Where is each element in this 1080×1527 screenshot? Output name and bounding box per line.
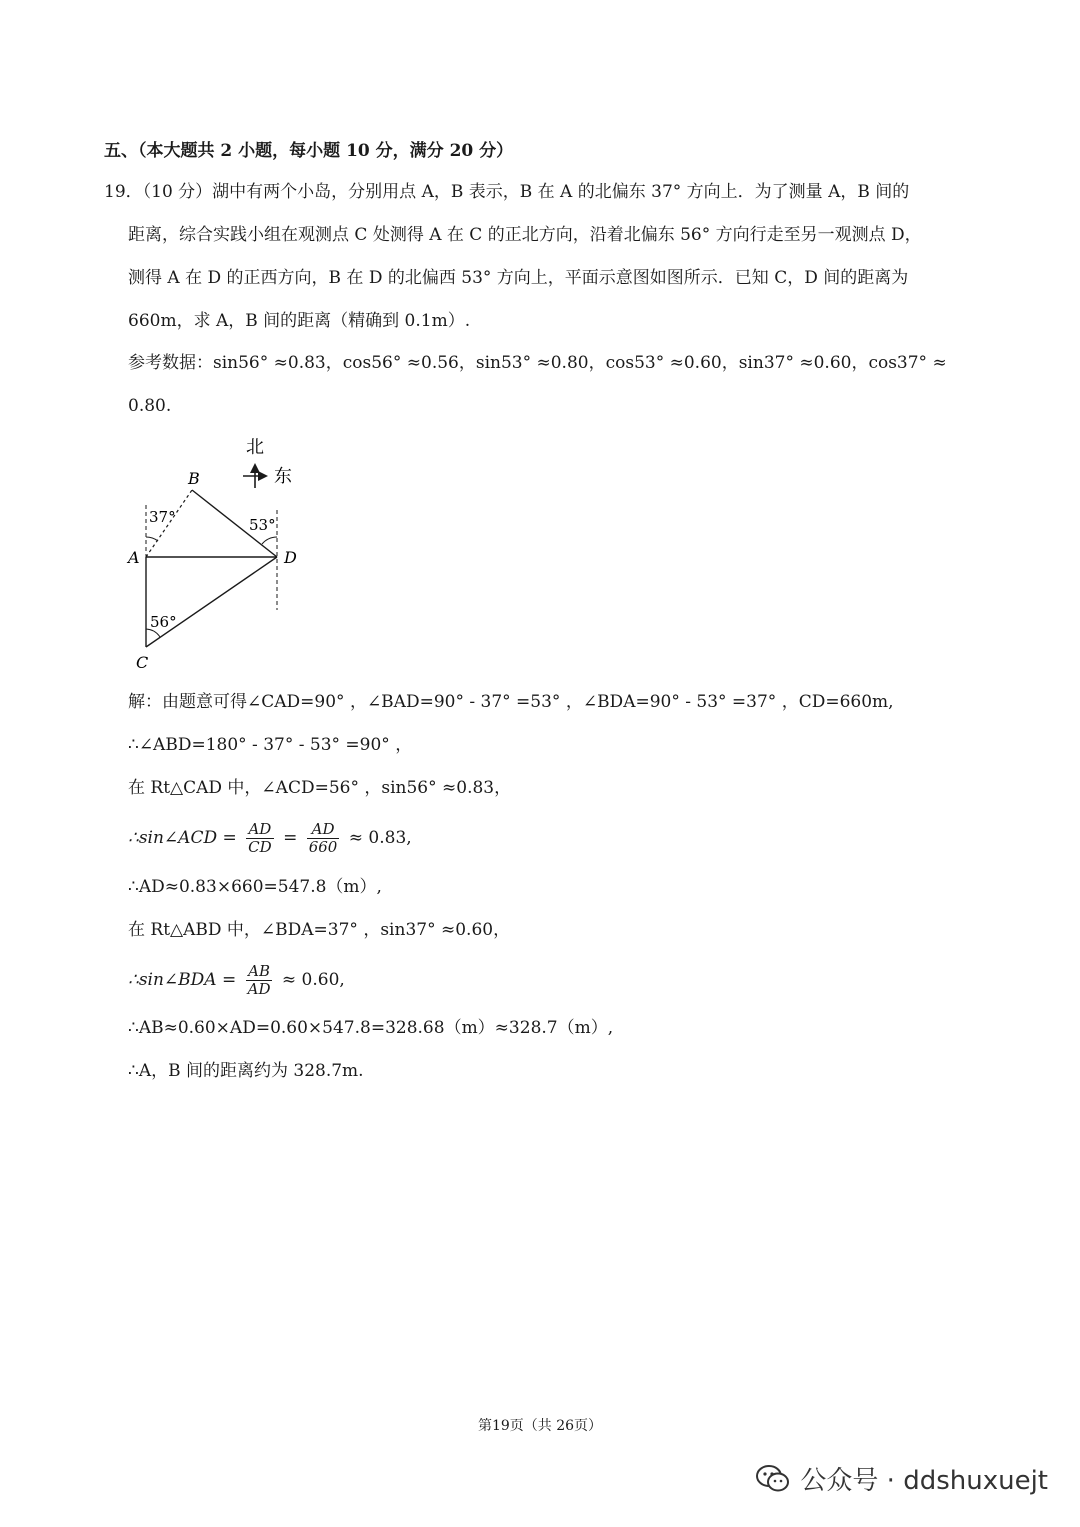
angle-56-label: 56° xyxy=(150,613,177,631)
reference-data-line-1: 参考数据：sin56° ≈0.83，cos56° ≈0.56，sin53° ≈0.80，cos53° ≈0.60，sin37° ≈0.60，cos37° ≈ xyxy=(128,353,947,373)
solution-line-4 xyxy=(128,818,412,858)
fraction-numerator: AD xyxy=(246,821,274,839)
sin-bda-prefix: ∴sin∠BDA = xyxy=(128,970,237,990)
east-label: 东 xyxy=(274,466,292,487)
segment-cd xyxy=(146,557,277,647)
problem-line-2: 距离，综合实践小组在观测点 C 处测得 A 在 C 的正北方向，沿着北偏东 56° 方向行走至另一观测点 D， xyxy=(128,225,922,245)
problem-line-3: 测得 A 在 D 的正西方向，B 在 D 的北偏西 53° 方向上，平面示意图如图所示．已知 C，D 间的距离为 xyxy=(128,268,909,288)
solution-line-7 xyxy=(128,960,345,1000)
north-label: 北 xyxy=(246,437,264,458)
solution-line-1: 解：由题意可得∠CAD=90° ，∠BAD=90° - 37° =53° ，∠BDA=90° - 53° =37° ，CD=660m, xyxy=(128,692,894,712)
approx-value: ≈ 0.83, xyxy=(348,828,412,848)
fraction-denominator: 660 xyxy=(308,838,338,856)
wechat-icon xyxy=(756,1464,790,1494)
angle-53-label: 53° xyxy=(249,516,276,534)
problem-line-1: 19．（10 分）湖中有两个小岛，分别用点 A，B 表示，B 在 A 的北偏东 37° 方向上．为了测量 A，B 间的 xyxy=(104,182,910,202)
point-a-label: A xyxy=(128,548,140,567)
solution-line-5: ∴AD≈0.83×660=547.8（m）, xyxy=(128,877,382,897)
solution-line-8: ∴AB≈0.60×AD=0.60×547.8=328.68（m）≈328.7（m）, xyxy=(128,1018,614,1038)
fraction-numerator: AD xyxy=(307,821,340,839)
angle-37-label: 37° xyxy=(149,508,176,526)
approx-value: ≈ 0.60, xyxy=(281,970,345,990)
sin-acd-prefix: ∴sin∠ACD = xyxy=(128,828,237,848)
solution-line-6: 在 Rt△ABD 中，∠BDA=37° ，sin37° ≈0.60， xyxy=(128,920,511,940)
compass xyxy=(243,437,292,488)
section-heading: 五、（本大题共 2 小题，每小题 10 分，满分 20 分） xyxy=(104,141,514,161)
fraction-denominator: AD xyxy=(247,980,271,998)
problem-line-4: 660m，求 A，B 间的距离（精确到 0.1m）. xyxy=(128,311,471,331)
equals-sign: = xyxy=(283,828,298,848)
fraction-numerator: AB xyxy=(246,963,273,981)
fraction-ad-cd xyxy=(246,821,274,856)
fraction-ad-660 xyxy=(307,821,340,856)
fraction-ab-ad xyxy=(246,963,273,998)
geometry-diagram xyxy=(122,430,312,680)
solution-line-2: ∴∠ABD=180° - 37° - 53° =90° ， xyxy=(128,735,413,755)
angle-arc-37 xyxy=(146,537,158,541)
watermark-text: 公众号 · ddshuxuejt xyxy=(800,1466,1048,1496)
angle-arc-53 xyxy=(262,537,277,544)
solution-line-9: ∴A，B 间的距离约为 328.7m. xyxy=(128,1061,364,1081)
fraction-denominator: CD xyxy=(248,838,272,856)
watermark xyxy=(756,1460,1048,1497)
solution-line-3: 在 Rt△CAD 中，∠ACD=56° ，sin56° ≈0.83， xyxy=(128,778,512,798)
point-c-label: C xyxy=(136,653,149,672)
point-b-label: B xyxy=(188,469,200,488)
point-d-label: D xyxy=(284,548,297,567)
page-number: 第19页（共 26页） xyxy=(477,1418,603,1434)
reference-data-line-2: 0.80. xyxy=(128,396,172,416)
